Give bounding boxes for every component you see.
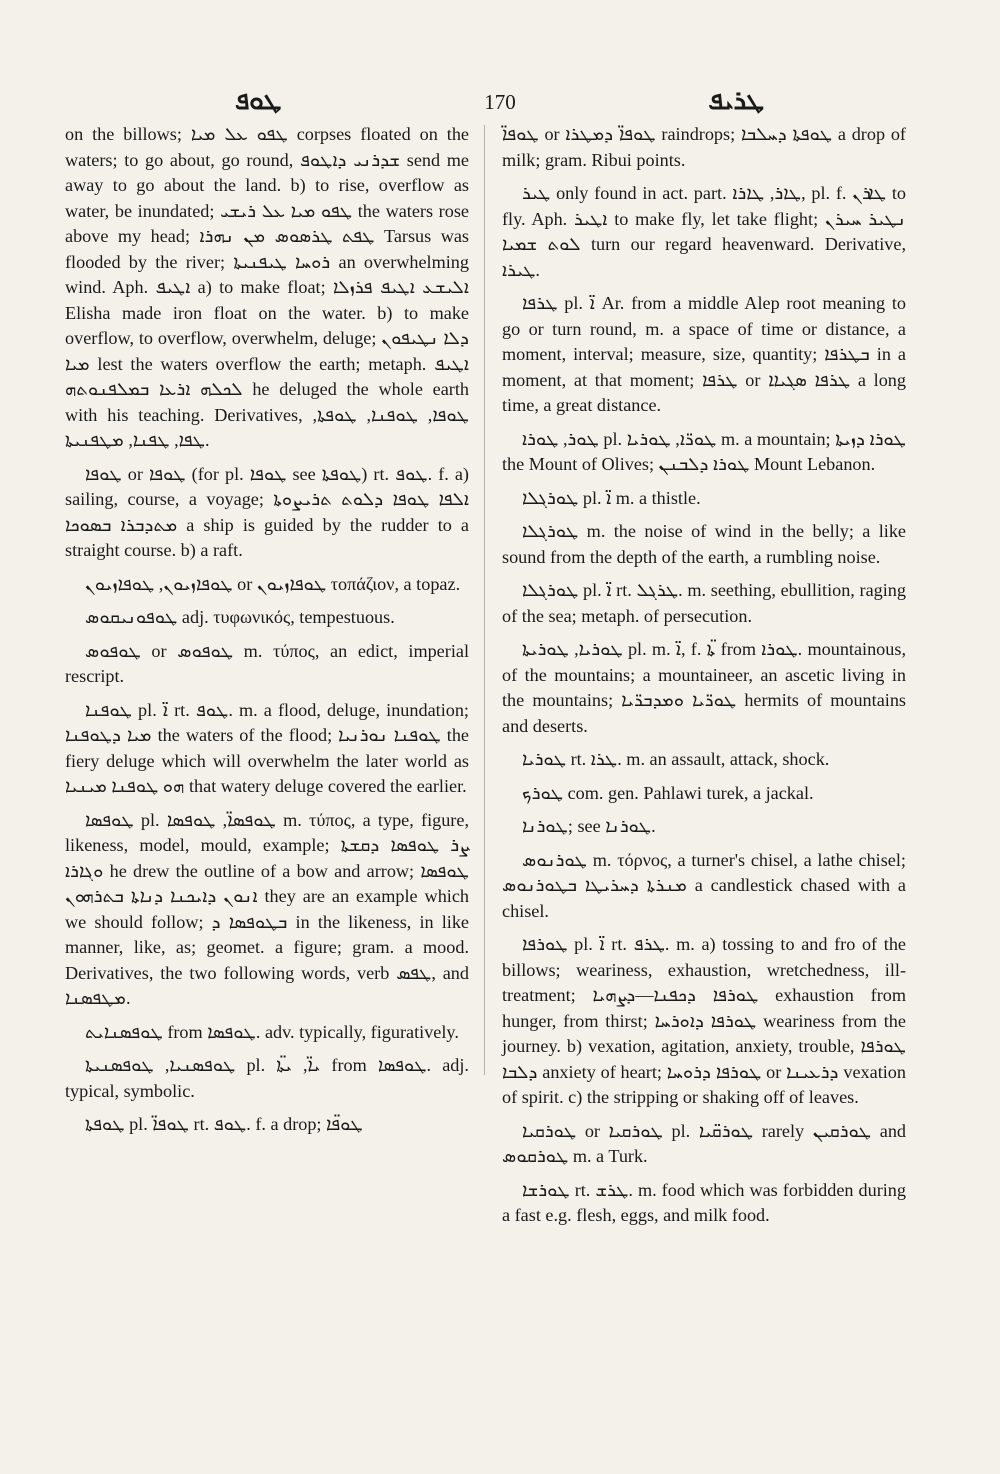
dictionary-entry: ܛܘܪܓܠܐ pl. ܐ̈ rt. ܛܪܓܠ. m. seething, ebullition, raging of the sea; metaph. of persecution. [502, 580, 906, 626]
dictionary-entry: ܛܝܪ only found in act. part. ܛܐܪ, ܛܐܪܐ, pl. f. ܛܐܪܢ to fly. Aph. ܐܛܝܪ to make fly, let take flight; ܢܛܝܪ ܚܝܪܢ ܠܘܬ ܫܡܝܐ turn our regard heavenward. Derivative, ܛܝܪܐ. [502, 183, 907, 280]
dictionary-entry: ܛܘܦܘܢܝܩܘܣ adj. τυφωνικός, tempestuous. [85, 607, 395, 627]
left-column [65, 122, 469, 1146]
left-guide-word: ܛܘܦ [235, 86, 282, 115]
entry-continuation: ܛܘܦܐ̈ or ܛܘܦܐ̈ ܕܡܛܪܐ raindrops; ܛܘܦܬܐ ܕܚܠܒܐ a drop of milk; gram. Ribui points. [502, 124, 906, 170]
dictionary-entry: ܛܘܪܩܝܐ or ܛܘܪܩܝܐ pl. ܛܘܪܩ̈ܝܐ rarely ܛܘܪܩܝܢ and ܛܘܪܩܘܣ m. a Turk. [502, 1120, 907, 1166]
page-number: 170 [484, 90, 516, 114]
dictionary-entry: ܛܘܦܐ or ܛܘܦܐ (for pl. ܛܘܦܐ see ܛܘܦܬܐ) rt. ܛܘܦ. f. a) sailing, course, a voyage; ܐܠܦܐ ܛܘܦܐ ܕܠܘܬ ܬܪܝܨܘܬܐ ܡܬܕܒܪܐ ܒܣܘܟܐ a ship is guided by the rudder to a straight course. b) a raft. [65, 463, 469, 560]
dictionary-entry: ܛܘܦܐܙܝܘܢ, ܛܘܦܐܙܝܘܢ or ܛܘܦܐܙܝܘܢ τοπάζιον, a topaz. [85, 573, 461, 594]
dictionary-entry: ܛܘܦܣܢܝܐ, ܛܘܦܣܢܝܬܐ pl. ܝܐ̈, ܝܬܐ̈ from ܛܘܦܣܐ. adj. typical, symbolic. [65, 1055, 469, 1101]
running-header [60, 86, 940, 126]
dictionary-entry: ܛܘܪܓܠܐ m. the noise of wind in the belly; a like sound from the depth of the earth, a rumbling noise. [502, 521, 906, 567]
right-column [502, 122, 906, 1237]
dictionary-entry: ܛܘܪ, ܛܘܪܐ pl. ܛܘܪ̈ܐ, ܛܘܪܝܐ m. a mountain; ܛܘܪܐ ܕܙܝܬܐ the Mount of Olives; ܛܘܪܐ ܕܠܒܢܢ Mount Lebanon. [502, 428, 906, 474]
dictionary-entry: ܛܘܦܢܐ pl. ܐ̈ rt. ܛܘܦ. m. a flood, deluge, inundation; ܡܝܐ ܕܛܘܦܢܐ the waters of the flood; ܛܘܦܢܐ ܢܘܪܢܝܐ the fiery deluge which will overwhelm the later world as ܗܘ ܛܘܦܢܐ ܡܝܢܝܐ that watery deluge covered the earlier. [65, 699, 469, 796]
column-divider [484, 125, 485, 1075]
dictionary-entry: ܛܘܦܣܐ pl. ܛܘܦܣܐ̈, ܛܘܦܣܐ m. τύπος, a type, figure, likeness, model, mould, example; ܨܪ ܛܘܦܣܐ ܕܩܫܬܐ ܘܓܐܪܐ he drew the outline of a bow and arrow; ܛܘܦܣܐ ܐܢܘܢ ܕܐܝܟܢܐ ܕܢܐܬܐ ܒܬܪܗܘܢ they are an example which we should follow; ܒܛܘܦܣܐ ܕ in the likeness, in like manner, like, as; geomet. a figure; gram. a mood. Derivatives, the two following words, verb ܛܦܣ, and ܡܛܦܣܢܐ. [65, 809, 470, 1008]
right-guide-word: ܛܪܝܦ [708, 86, 764, 115]
dictionary-entry: ܛܪܦܐ pl. ܐ̈ Ar. from a middle Alep root meaning to go or turn round, m. a space of time or distance, a moment, interval; measure, size, quantity; ܒܛܪܦܐ in a moment, at that moment; ܛܪܦܐ or ܛܪܦܐ ܣܓܝܐܐ a long time, a great distance. [502, 293, 907, 415]
dictionary-entry: ܛܘܪܓܠܐ pl. ܐ̈ m. a thistle. [522, 487, 701, 508]
dictionary-entry: ܛܘܪܫܐ rt. ܛܪܫ. m. food which was forbidden during a fast e.g. flesh, eggs, and milk food. [502, 1179, 906, 1225]
dictionary-entry: ܛܘܪܢܘܣ m. τόρνος, a turner's chisel, a lathe chisel; ܡܢܪܬܐ ܕܚܪܝܛܐ ܒܛܘܪܢܘܣ a candlestick chased with a chisel. [502, 849, 906, 921]
dictionary-entry: ܛܘܦܬܐ pl. ܛܘܦܐ̈ rt. ܛܘܦ. f. a drop; ܛܘܦ̈ܐ [85, 1114, 363, 1134]
dictionary-entry: ܛܘܪܟ com. gen. Pahlawi turek, a jackal. [522, 782, 814, 803]
dictionary-entry: ܛܘܪܦܐ pl. ܐ̈ rt. ܛܪܦ. m. a) tossing to and fro of the billows; weariness, exhaustion, wretchedness, ill-treatment; ܛܘܪܦܐ ܕܟܦܢܐ—ܕܨܗܝܐ exhaustion from hunger, from thirst; ܛܘܪܦܐ ܕܐܘܪܚܐ weariness from the journey. b) vexation, agitation, anxiety, trouble, ܛܘܪܦܐ ܕܠܒܐ anxiety of heart; ܛܘܪܦܐ ܕܪܘܚܐ or ܕܪܥܝܢܐ vexation of spirit. c) the stripping or shaking off of leaves. [502, 934, 906, 1107]
dictionary-entry: ܛܘܪܢܐ; see ܛܘܪܢܐ. [522, 816, 656, 836]
entry-continuation: on the billows; ܛܦܘ ܥܠ ܡܝܐ corpses floated on the waters; to go about, go round, ܫܕܪܢܝ ܕܐܛܘܦ send me away to go about the land. b) to rise, overflow as water, be inundated; ܛܦܘ ܡܝܐ ܥܠ ܪܝܫܝ the waters rose above my head; ܛܦܬ ܛܪܣܘܣ ܡܢ ܢܗܪܐ Tarsus was flooded by the river; ܪܘܚܐ ܛܝܦܢܝܬܐ an overwhelming wind. Aph. ܐܛܝܦ a) to make float; ܐܠܝܫܥ ܐܛܝܦ ܦܪܙܠܐ Elisha made iron float on the water. b) to make overflow, to overflow, overwhelm, deluge; ܕܠܐ ܢܛܝܦܘܢ ܡܝܐ lest the waters overflow the earth; metaph. ܐܛܝܦ ܠܟܠܗ ܐܪܥܐ ܒܡܠܦܢܘܬܗ he deluged the whole earth with his teaching. Derivatives, ܛܘܦܐ, ܛܘܦܢܐ, ܛܘܦܬܐ, ܛܦܐ, ܛܦܢܐ, ܡܛܦܢܝܬܐ. [65, 124, 469, 450]
dictionary-entry: ܛܘܪܝܐ rt. ܛܪܐ. m. an assault, attack, shock. [522, 749, 830, 769]
dictionary-entry: ܛܘܪܝܐ, ܛܘܪܝܬܐ pl. m. ܐ̈, f. ܬܐ̈ from ܛܘܪܐ. mountainous, of the mountains; a mountaineer, an ascetic living in the mountains; ܛܘܪ̈ܝܐ ܘܡܕܒܪ̈ܝܐ hermits of mountains and deserts. [502, 639, 906, 736]
dictionary-entry: ܛܘܦܣܢܐܝܬ from ܛܘܦܣܐ. adv. typically, figuratively. [85, 1021, 459, 1042]
dictionary-entry: ܛܘܦܘܣ or ܛܘܦܘܣ m. τύπος, an edict, imperial rescript. [65, 640, 469, 686]
